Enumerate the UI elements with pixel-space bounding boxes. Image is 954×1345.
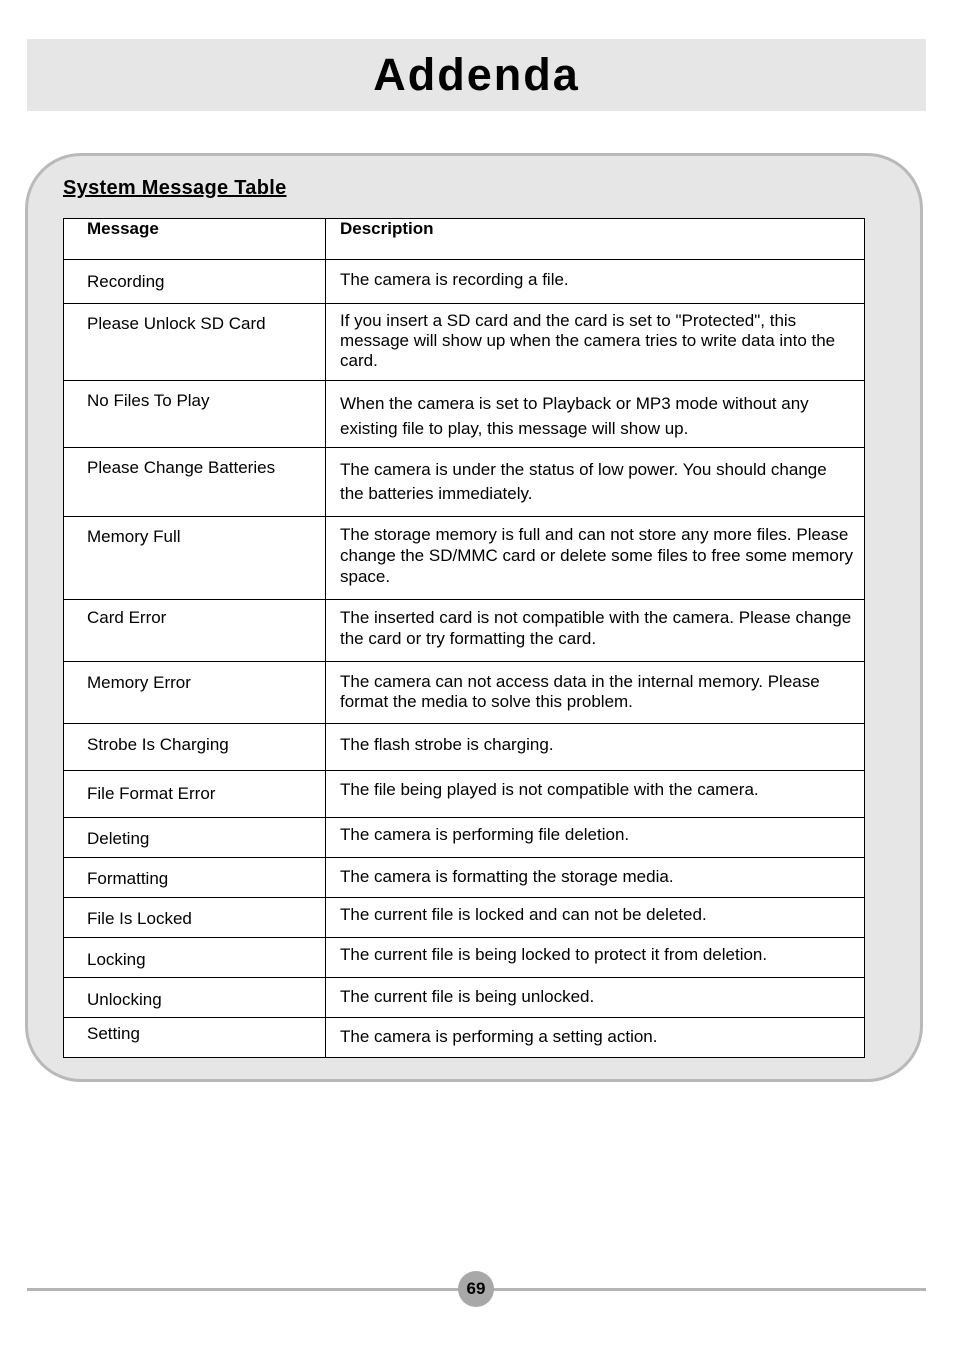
message-cell <box>64 858 326 898</box>
description-text: The camera is performing file deletion. <box>340 825 630 844</box>
table-row <box>64 978 865 1018</box>
description-text: The current file is being locked to protect it from deletion. <box>340 945 768 964</box>
message-cell <box>64 818 326 858</box>
description-cell <box>326 304 865 381</box>
table-row <box>64 260 865 304</box>
description-cell <box>326 1018 865 1058</box>
message-text: Unlocking <box>87 990 162 1009</box>
message-text: File Format Error <box>87 784 216 803</box>
message-text: Please Unlock SD Card <box>87 314 266 333</box>
description-text: When the camera is set to Playback or MP3 mode without any existing file to play, this message will show up. <box>340 394 809 438</box>
description-text: The flash strobe is charging. <box>340 735 554 754</box>
page-number: 69 <box>458 1271 494 1307</box>
message-cell <box>64 662 326 724</box>
table-row <box>64 938 865 978</box>
message-text: Memory Error <box>87 673 191 692</box>
table-row <box>64 858 865 898</box>
message-cell <box>64 448 326 517</box>
message-cell <box>64 381 326 448</box>
message-text: Deleting <box>87 829 150 848</box>
section-title: System Message Table <box>63 177 287 199</box>
table-row <box>64 818 865 858</box>
description-text: The current file is being unlocked. <box>340 987 595 1006</box>
description-cell <box>326 600 865 662</box>
description-cell <box>326 818 865 858</box>
page-title: Addenda <box>373 49 580 100</box>
header-description: Description <box>326 219 865 260</box>
message-text: Formatting <box>87 869 169 888</box>
description-cell <box>326 858 865 898</box>
message-text: Please Change Batteries <box>87 458 276 477</box>
message-cell <box>64 260 326 304</box>
description-cell <box>326 448 865 517</box>
message-cell <box>64 938 326 978</box>
message-cell <box>64 600 326 662</box>
description-cell <box>326 517 865 600</box>
table-row <box>64 517 865 600</box>
description-cell <box>326 381 865 448</box>
description-text: The camera can not access data in the internal memory. Please format the media to solve this problem. <box>340 672 820 711</box>
description-cell <box>326 260 865 304</box>
description-text: The camera is performing a setting action. <box>340 1027 658 1046</box>
description-cell <box>326 978 865 1018</box>
description-text: The current file is locked and can not be deleted. <box>340 905 707 924</box>
table-row <box>64 1018 865 1058</box>
description-cell <box>326 662 865 724</box>
table-row <box>64 448 865 517</box>
description-cell <box>326 771 865 818</box>
header-message: Message <box>64 219 326 260</box>
message-cell <box>64 1018 326 1058</box>
system-message-table <box>63 218 865 1058</box>
message-text: Card Error <box>87 608 167 627</box>
message-text: Strobe Is Charging <box>87 735 229 754</box>
description-text: The file being played is not compatible with the camera. <box>340 780 759 799</box>
description-text: The storage memory is full and can not store any more files. Please change the SD/MMC card or delete some files to free some memory space. <box>340 525 854 586</box>
message-cell <box>64 898 326 938</box>
table-row <box>64 898 865 938</box>
message-cell <box>64 724 326 771</box>
description-text: The inserted card is not compatible with the camera. Please change the card or try formatting the card. <box>340 608 852 648</box>
table-row <box>64 600 865 662</box>
description-cell <box>326 938 865 978</box>
message-cell <box>64 517 326 600</box>
description-text: If you insert a SD card and the card is set to "Protected", this message will show up when the camera tries to write data into the card. <box>340 311 836 370</box>
message-cell <box>64 771 326 818</box>
description-text: The camera is under the status of low power. You should change the batteries immediately. <box>340 460 827 503</box>
description-text: The camera is formatting the storage media. <box>340 867 674 886</box>
description-cell <box>326 724 865 771</box>
message-text: File Is Locked <box>87 909 192 928</box>
message-text: Memory Full <box>87 527 181 546</box>
table-row <box>64 724 865 771</box>
table-header-row <box>64 219 865 260</box>
message-text: Recording <box>87 272 165 291</box>
message-cell <box>64 978 326 1018</box>
table-row <box>64 771 865 818</box>
table-row <box>64 381 865 448</box>
table-row <box>64 662 865 724</box>
message-text: Setting <box>87 1024 140 1043</box>
message-text: No Files To Play <box>87 391 210 410</box>
description-cell <box>326 898 865 938</box>
message-cell <box>64 304 326 381</box>
description-text: The camera is recording a file. <box>340 270 569 289</box>
message-text: Locking <box>87 950 146 969</box>
header-band <box>27 39 926 111</box>
table-row <box>64 304 865 381</box>
